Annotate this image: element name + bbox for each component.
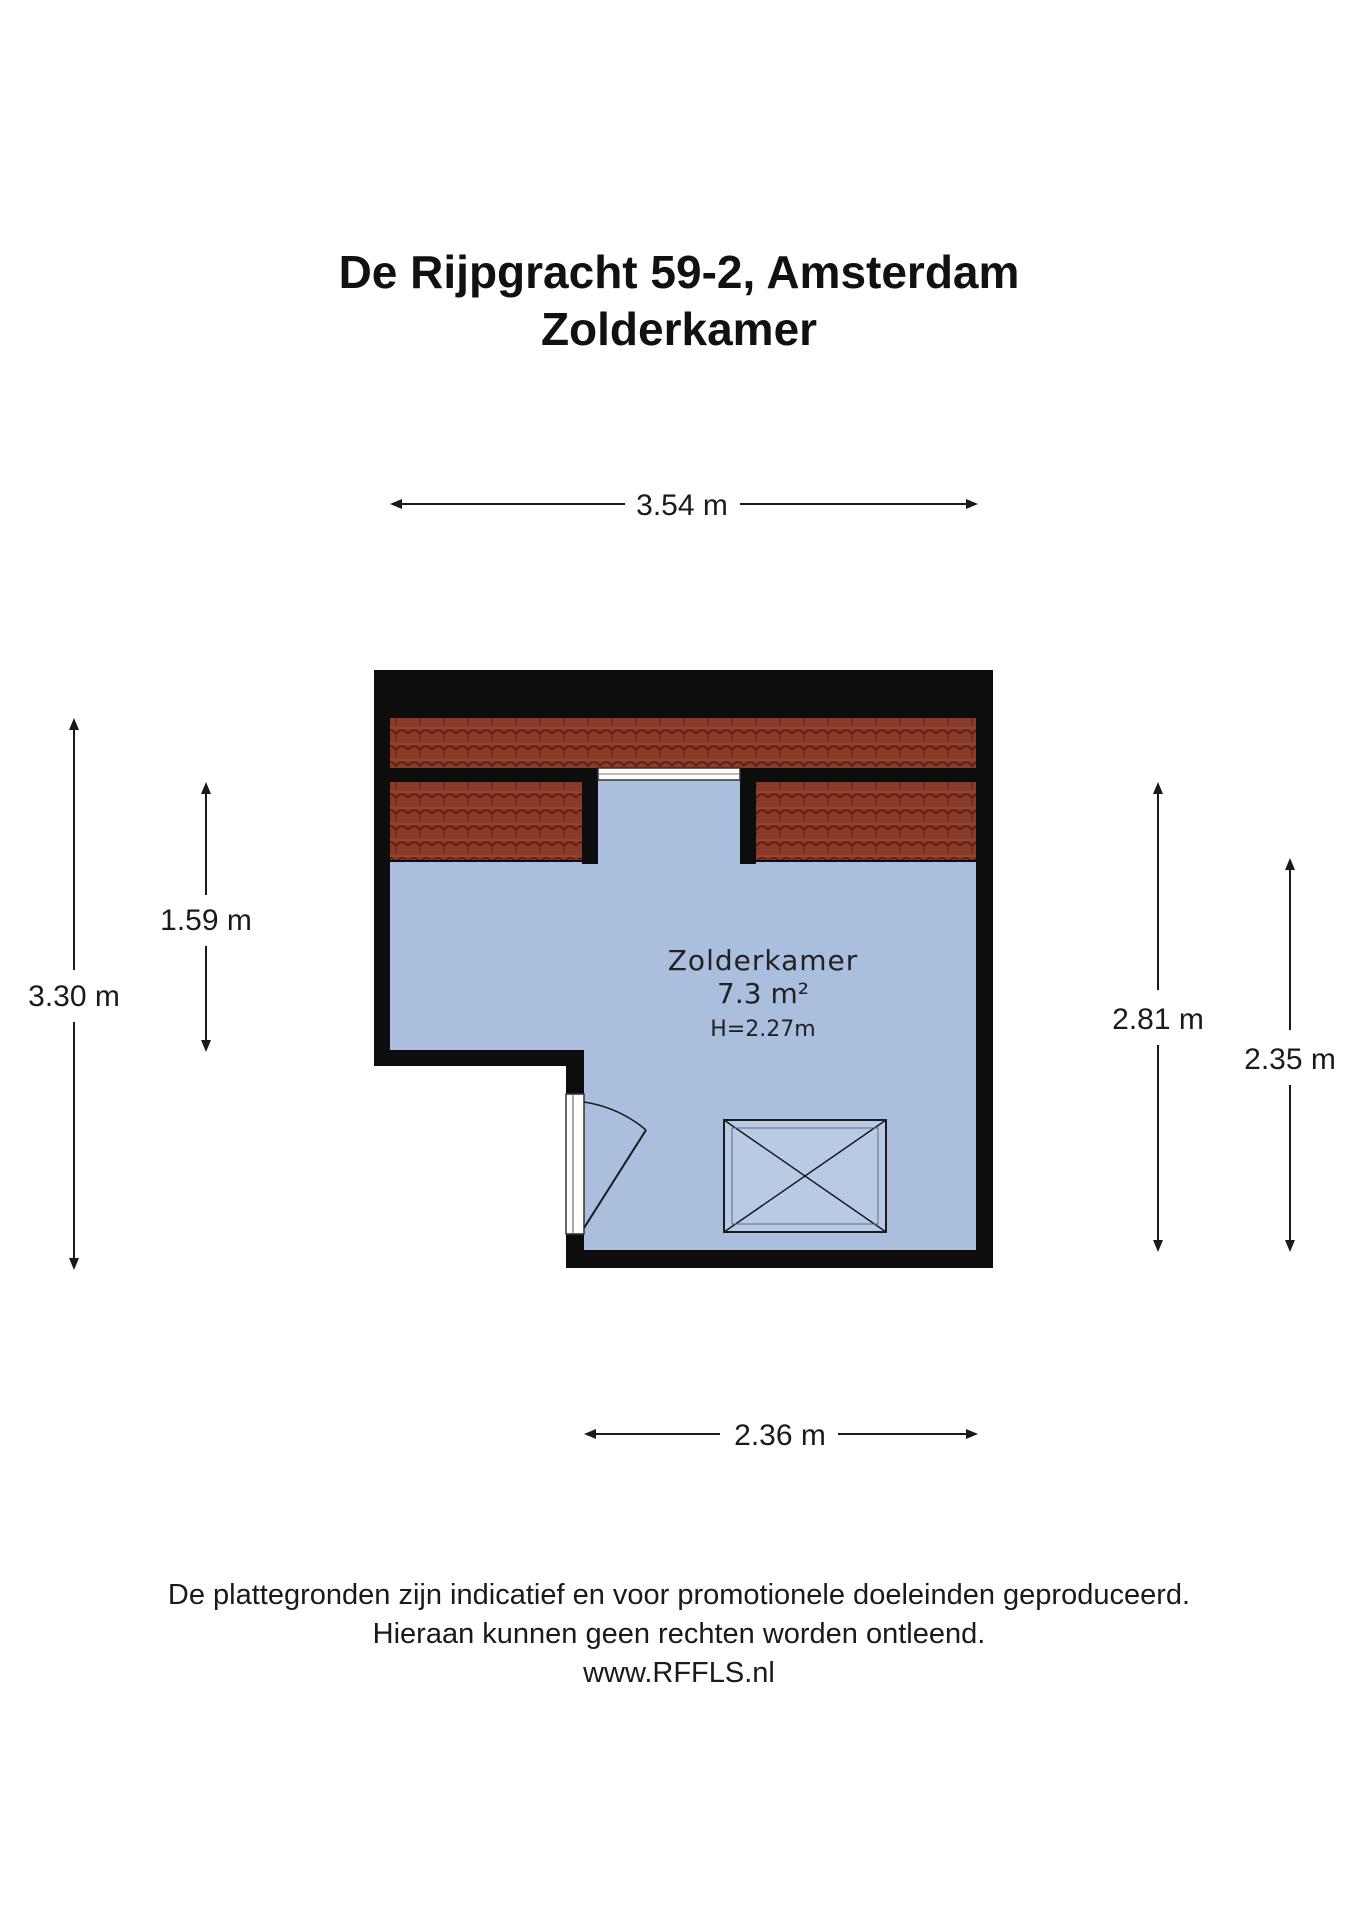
- roof-tiles-top: [390, 718, 976, 768]
- dormer-window: [598, 768, 740, 780]
- dimension-bottom-width: [586, 1419, 976, 1452]
- disclaimer-line-1: De plattegronden zijn indicatief en voor promotionele doeleinden geproduceerd.: [167, 1579, 1191, 1611]
- dormer-wall-right: [740, 770, 756, 864]
- dimension-top-width: [392, 489, 976, 522]
- dimension-top-width-label: 3.54 m: [636, 489, 728, 522]
- dormer-floor: [598, 780, 740, 864]
- dimension-right-outer-label: 2.35 m: [1244, 1043, 1336, 1076]
- dimension-left-outer-label: 3.30 m: [28, 980, 120, 1013]
- roof-tiles-left: [390, 782, 582, 860]
- dimension-right-inner-label: 2.81 m: [1112, 1003, 1204, 1036]
- dimension-left-inner-label: 1.59 m: [160, 904, 252, 937]
- dimension-left-inner: [160, 784, 252, 1050]
- dimension-right-inner: [1112, 784, 1204, 1250]
- roof-tiles-right: [756, 782, 976, 860]
- dormer-wall-left: [582, 770, 598, 864]
- room-area: 7.3 m²: [717, 977, 809, 1010]
- room-name: Zolderkamer: [667, 944, 859, 977]
- dimension-right-outer: [1244, 860, 1336, 1250]
- disclaimer-line-2: Hieraan kunnen geen rechten worden ontleend.: [372, 1618, 986, 1650]
- skylight: [724, 1120, 886, 1232]
- room-height: H=2.27m: [710, 1017, 816, 1042]
- website-link[interactable]: www.RFFLS.nl: [583, 1657, 775, 1689]
- plan-title-floor: Zolderkamer: [540, 303, 818, 355]
- dimension-left-outer: [28, 720, 120, 1268]
- plan-title-address: De Rijpgracht 59-2, Amsterdam: [338, 246, 1020, 298]
- dimension-bottom-width-label: 2.36 m: [734, 1419, 826, 1452]
